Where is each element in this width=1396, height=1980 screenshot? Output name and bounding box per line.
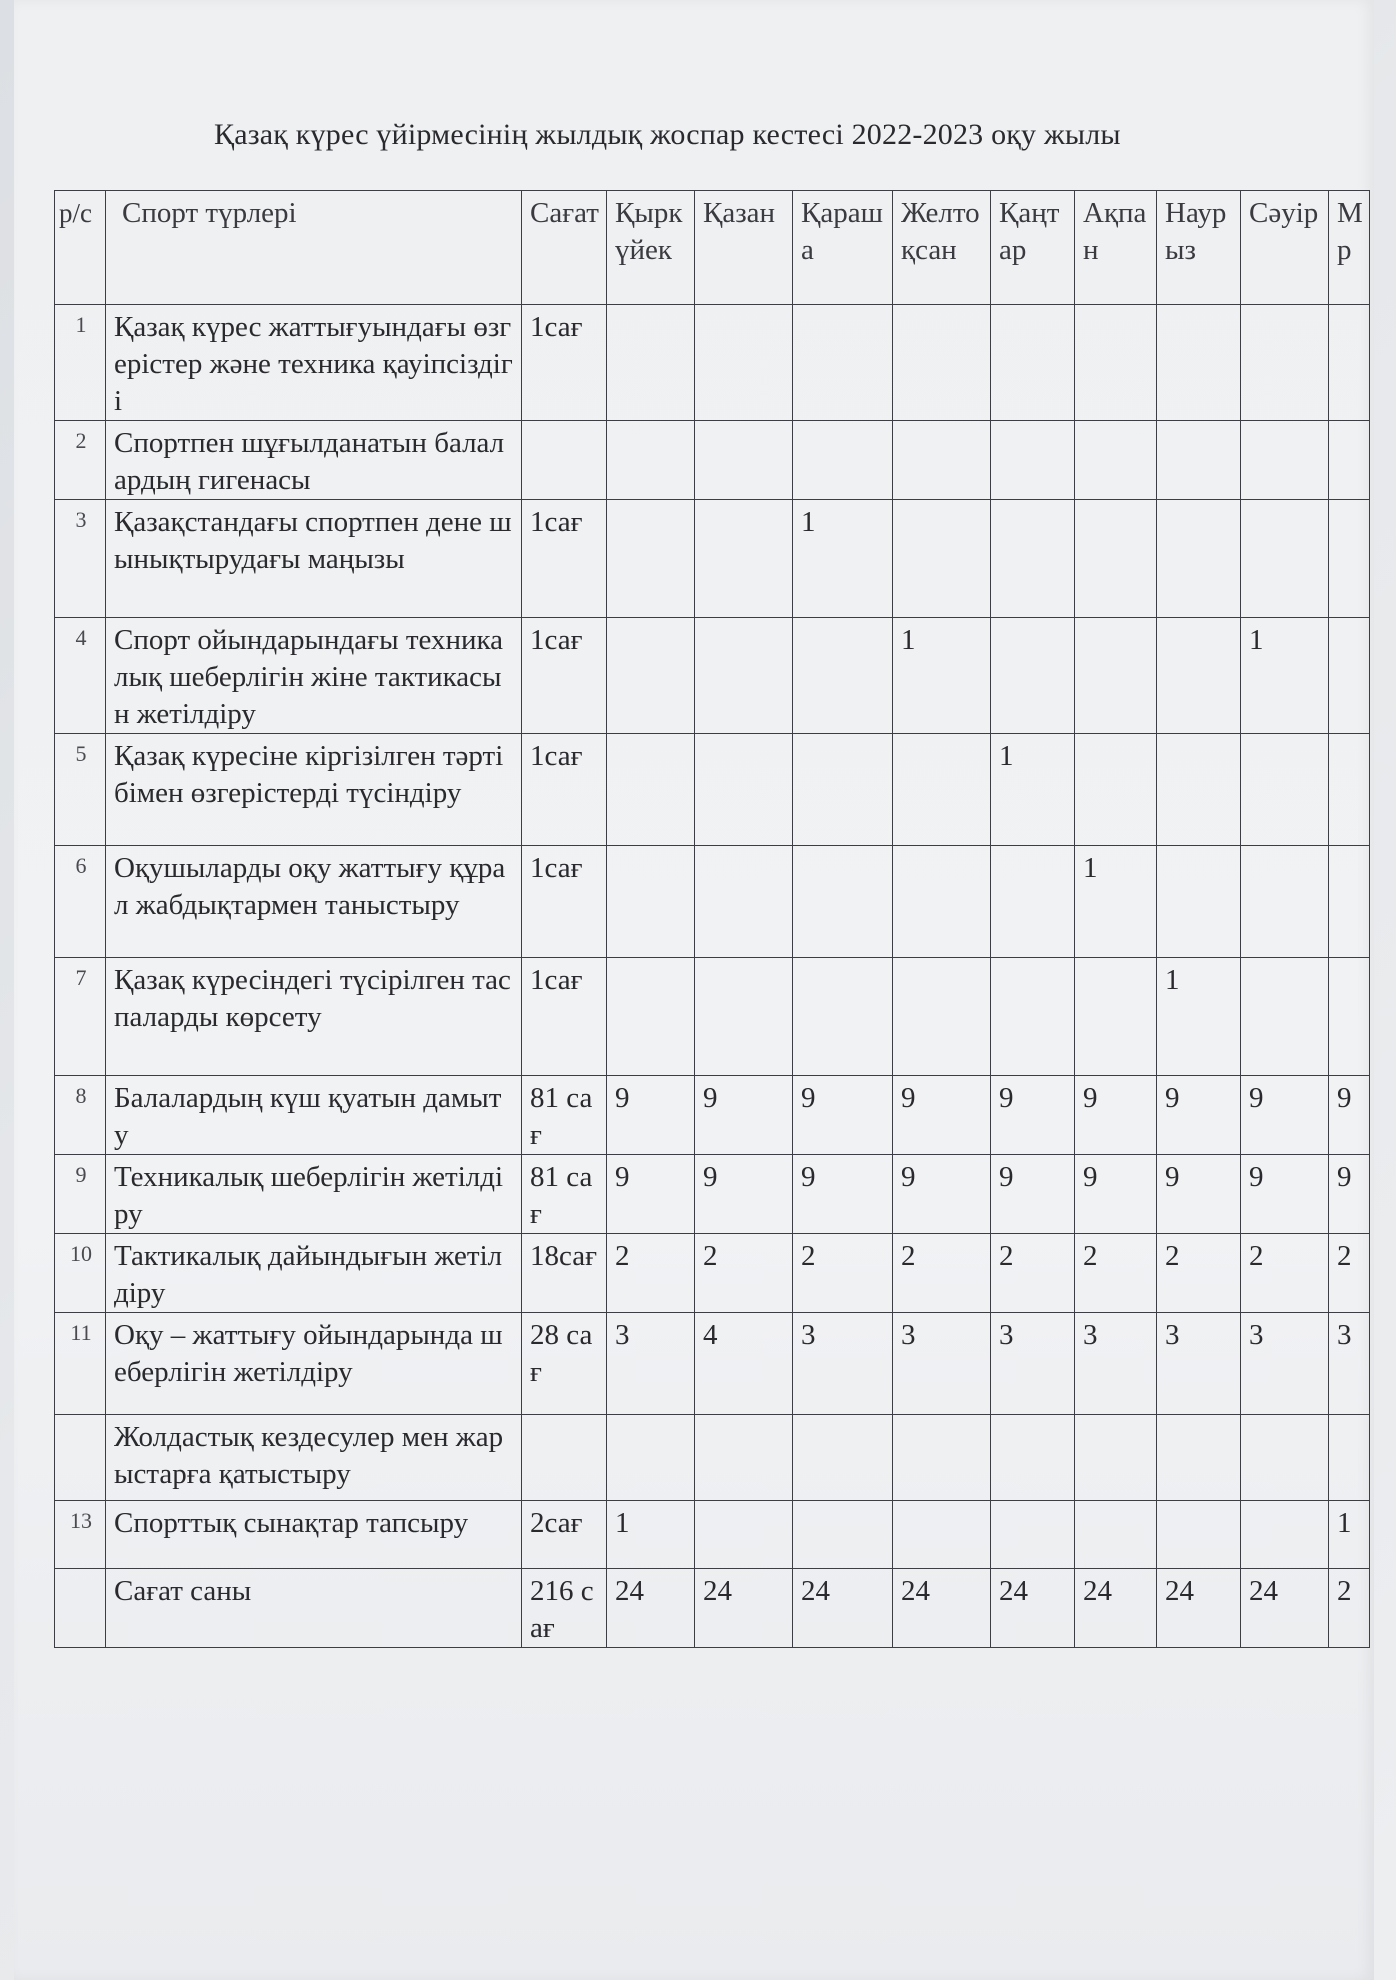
month-value-cell: 9: [793, 1155, 893, 1234]
month-value-cell: [793, 958, 893, 1076]
activity-name: Техникалық шеберлігін жетілдіру: [106, 1155, 522, 1234]
annual-plan-table: [54, 190, 1370, 1648]
table-row: [55, 1313, 1370, 1415]
month-value-cell: [893, 305, 991, 421]
month-value-cell: 2: [1329, 1569, 1370, 1648]
month-value-cell: 9: [1075, 1076, 1157, 1155]
month-value-cell: 2: [1157, 1234, 1241, 1313]
month-value-cell: [793, 734, 893, 846]
month-value-cell: 1: [1241, 618, 1329, 734]
month-value-cell: 2: [607, 1234, 695, 1313]
month-value-cell: [607, 421, 695, 500]
month-value-cell: [793, 618, 893, 734]
row-number: 10: [55, 1234, 106, 1313]
month-value-cell: [1329, 734, 1370, 846]
month-value-cell: [695, 305, 793, 421]
hours-cell: 1сағ: [522, 734, 607, 846]
month-value-cell: 9: [893, 1155, 991, 1234]
month-value-cell: [695, 1415, 793, 1501]
row-number: [55, 1415, 106, 1501]
table-row: [55, 846, 1370, 958]
month-value-cell: 9: [1075, 1155, 1157, 1234]
row-number-cell: [55, 1569, 106, 1648]
month-value-cell: [893, 846, 991, 958]
month-value-cell: [695, 958, 793, 1076]
month-value-cell: [1329, 618, 1370, 734]
month-value-cell: 9: [1329, 1076, 1370, 1155]
month-value-cell: 3: [1329, 1313, 1370, 1415]
header-month-mar: Наурыз: [1157, 191, 1241, 305]
activity-name: Қазақ күресіне кіргізілген тәртібімен өзгерістерді түсіндіру: [106, 734, 522, 846]
activity-name: Қазақ күрес жаттығуындағы өзгерістер және техника қауіпсіздігі: [106, 305, 522, 421]
month-value-cell: 1: [893, 618, 991, 734]
month-value-cell: 9: [695, 1076, 793, 1155]
month-value-cell: [1241, 500, 1329, 618]
month-value-cell: [1075, 734, 1157, 846]
month-value-cell: [1241, 305, 1329, 421]
month-value-cell: 24: [695, 1569, 793, 1648]
month-value-cell: [695, 421, 793, 500]
table-row: [55, 1155, 1370, 1234]
hours-cell: 1сағ: [522, 500, 607, 618]
month-value-cell: [991, 618, 1075, 734]
row-number: 1: [55, 305, 106, 421]
month-value-cell: [1075, 500, 1157, 618]
month-value-cell: [793, 421, 893, 500]
month-value-cell: 9: [991, 1155, 1075, 1234]
activity-name: Балалардың күш қуатын дамыту: [106, 1076, 522, 1155]
month-value-cell: [695, 1501, 793, 1569]
month-value-cell: [1329, 846, 1370, 958]
month-value-cell: [991, 1501, 1075, 1569]
table-row: [55, 958, 1370, 1076]
hours-cell: 2сағ: [522, 1501, 607, 1569]
month-value-cell: 9: [1241, 1155, 1329, 1234]
month-value-cell: [1329, 1415, 1370, 1501]
table-row: [55, 1415, 1370, 1501]
header-month-dec: Желтоқсан: [893, 191, 991, 305]
activity-name: Қазақстандағы спортпен дене шынықтырудағы маңызы: [106, 500, 522, 618]
hours-cell: 1сағ: [522, 958, 607, 1076]
month-value-cell: 9: [695, 1155, 793, 1234]
month-value-cell: [607, 1415, 695, 1501]
table-row: [55, 1076, 1370, 1155]
month-value-cell: [1157, 500, 1241, 618]
month-value-cell: 2: [1241, 1234, 1329, 1313]
month-value-cell: 24: [991, 1569, 1075, 1648]
month-value-cell: [607, 846, 695, 958]
month-value-cell: 2: [1075, 1234, 1157, 1313]
month-value-cell: [1157, 618, 1241, 734]
month-value-cell: 9: [1157, 1155, 1241, 1234]
row-number: 6: [55, 846, 106, 958]
month-value-cell: [1157, 1501, 1241, 1569]
month-value-cell: 2: [793, 1234, 893, 1313]
hours-cell: 216 сағ: [522, 1569, 607, 1648]
month-value-cell: [1075, 1415, 1157, 1501]
document-sheet: [14, 0, 1374, 1980]
table-row: [55, 305, 1370, 421]
month-value-cell: 9: [991, 1076, 1075, 1155]
month-value-cell: [1157, 846, 1241, 958]
month-value-cell: 1: [1329, 1501, 1370, 1569]
header-row: [55, 191, 1370, 305]
month-value-cell: [991, 305, 1075, 421]
month-value-cell: [1075, 958, 1157, 1076]
row-number: 11: [55, 1313, 106, 1415]
month-value-cell: 3: [1157, 1313, 1241, 1415]
hours-cell: 81 сағ: [522, 1155, 607, 1234]
month-value-cell: [1241, 1501, 1329, 1569]
month-value-cell: 2: [695, 1234, 793, 1313]
hours-cell: 81 сағ: [522, 1076, 607, 1155]
month-value-cell: 9: [607, 1155, 695, 1234]
month-value-cell: [793, 846, 893, 958]
row-number: 7: [55, 958, 106, 1076]
month-value-cell: 2: [1329, 1234, 1370, 1313]
month-value-cell: 3: [607, 1313, 695, 1415]
hours-cell: [522, 1415, 607, 1501]
hours-cell: 1сағ: [522, 846, 607, 958]
month-value-cell: [991, 421, 1075, 500]
activity-name: Тактикалық дайындығын жетілдіру: [106, 1234, 522, 1313]
month-value-cell: 1: [1157, 958, 1241, 1076]
table-row: [55, 500, 1370, 618]
month-value-cell: [893, 421, 991, 500]
table-row: [55, 618, 1370, 734]
month-value-cell: 3: [893, 1313, 991, 1415]
hours-cell: 1сағ: [522, 618, 607, 734]
month-value-cell: [1075, 618, 1157, 734]
month-value-cell: [991, 958, 1075, 1076]
month-value-cell: [695, 618, 793, 734]
month-value-cell: 24: [1157, 1569, 1241, 1648]
month-value-cell: [695, 846, 793, 958]
table-row: [55, 734, 1370, 846]
month-value-cell: 2: [893, 1234, 991, 1313]
month-value-cell: 24: [1075, 1569, 1157, 1648]
month-value-cell: [1157, 421, 1241, 500]
month-value-cell: [695, 734, 793, 846]
hours-cell: 1сағ: [522, 305, 607, 421]
month-value-cell: 3: [991, 1313, 1075, 1415]
month-value-cell: 9: [1241, 1076, 1329, 1155]
activity-name: Жолдастық кездесулер мен жарыстарға қатыстыру: [106, 1415, 522, 1501]
row-number: 5: [55, 734, 106, 846]
table-row: [55, 421, 1370, 500]
month-value-cell: [1157, 305, 1241, 421]
month-value-cell: 2: [991, 1234, 1075, 1313]
month-value-cell: [1241, 734, 1329, 846]
table-row: [55, 1501, 1370, 1569]
month-value-cell: [893, 958, 991, 1076]
hours-cell: [522, 421, 607, 500]
header-month-apr: Сәуір: [1241, 191, 1329, 305]
table-body: [55, 191, 1370, 1648]
row-number: 8: [55, 1076, 106, 1155]
activity-name: Спортпен шұғылданатын балалардың гигенасы: [106, 421, 522, 500]
month-value-cell: 1: [991, 734, 1075, 846]
month-value-cell: [607, 500, 695, 618]
month-value-cell: [893, 1415, 991, 1501]
month-value-cell: [991, 846, 1075, 958]
month-value-cell: [607, 305, 695, 421]
month-value-cell: [793, 1501, 893, 1569]
row-number: 4: [55, 618, 106, 734]
header-sport: Спорт түрлері: [106, 191, 522, 305]
hours-cell: 18сағ: [522, 1234, 607, 1313]
month-value-cell: [1329, 500, 1370, 618]
month-value-cell: 24: [893, 1569, 991, 1648]
activity-name: Қазақ күресіндегі түсірілген таспаларды көрсету: [106, 958, 522, 1076]
activity-name: Оқу – жаттығу ойындарында шеберлігін жетілдіру: [106, 1313, 522, 1415]
activity-name: Оқушыларды оқу жаттығу құрал жабдықтармен таныстыру: [106, 846, 522, 958]
row-number: 9: [55, 1155, 106, 1234]
month-value-cell: [893, 1501, 991, 1569]
month-value-cell: [607, 734, 695, 846]
month-value-cell: 3: [1075, 1313, 1157, 1415]
month-value-cell: 9: [1157, 1076, 1241, 1155]
month-value-cell: 24: [793, 1569, 893, 1648]
month-value-cell: 1: [1075, 846, 1157, 958]
month-value-cell: [793, 305, 893, 421]
month-value-cell: [1157, 1415, 1241, 1501]
total-label: Сағат саны: [106, 1569, 522, 1648]
total-row: [55, 1569, 1370, 1648]
header-month-oct: Қазан: [695, 191, 793, 305]
month-value-cell: [1075, 421, 1157, 500]
row-number: 2: [55, 421, 106, 500]
row-number: 3: [55, 500, 106, 618]
activity-name: Спорттық сынақтар тапсыру: [106, 1501, 522, 1569]
header-month-jan: Қаңтар: [991, 191, 1075, 305]
month-value-cell: [1241, 1415, 1329, 1501]
month-value-cell: [991, 500, 1075, 618]
month-value-cell: 9: [793, 1076, 893, 1155]
month-value-cell: 1: [793, 500, 893, 618]
header-num: р/с: [55, 191, 106, 305]
month-value-cell: 3: [793, 1313, 893, 1415]
page-title: Қазақ күрес үйірмесінің жылдық жоспар кестесі 2022-2023 оқу жылы: [214, 118, 1121, 151]
month-value-cell: [1157, 734, 1241, 846]
header-month-nov: Қараша: [793, 191, 893, 305]
month-value-cell: [1241, 846, 1329, 958]
month-value-cell: [793, 1415, 893, 1501]
month-value-cell: [1329, 305, 1370, 421]
month-value-cell: [607, 618, 695, 734]
month-value-cell: 1: [607, 1501, 695, 1569]
month-value-cell: [607, 958, 695, 1076]
month-value-cell: 4: [695, 1313, 793, 1415]
month-value-cell: 9: [607, 1076, 695, 1155]
month-value-cell: [991, 1415, 1075, 1501]
header-hours: Сағат: [522, 191, 607, 305]
month-value-cell: [695, 500, 793, 618]
month-value-cell: [1241, 958, 1329, 1076]
row-number: 13: [55, 1501, 106, 1569]
month-value-cell: [893, 500, 991, 618]
month-value-cell: [1075, 305, 1157, 421]
hours-cell: 28 сағ: [522, 1313, 607, 1415]
header-month-feb: Ақпан: [1075, 191, 1157, 305]
table-row: [55, 1234, 1370, 1313]
month-value-cell: 3: [1241, 1313, 1329, 1415]
header-month-sep: Қыркүйек: [607, 191, 695, 305]
month-value-cell: 24: [607, 1569, 695, 1648]
month-value-cell: [1329, 421, 1370, 500]
month-value-cell: [1329, 958, 1370, 1076]
month-value-cell: [1075, 1501, 1157, 1569]
month-value-cell: [1241, 421, 1329, 500]
month-value-cell: 9: [893, 1076, 991, 1155]
month-value-cell: 24: [1241, 1569, 1329, 1648]
month-value-cell: 9: [1329, 1155, 1370, 1234]
activity-name: Спорт ойындарындағы техникалық шеберлігін жіне тактикасын жетілдіру: [106, 618, 522, 734]
header-month-may: Мр: [1329, 191, 1370, 305]
month-value-cell: [893, 734, 991, 846]
